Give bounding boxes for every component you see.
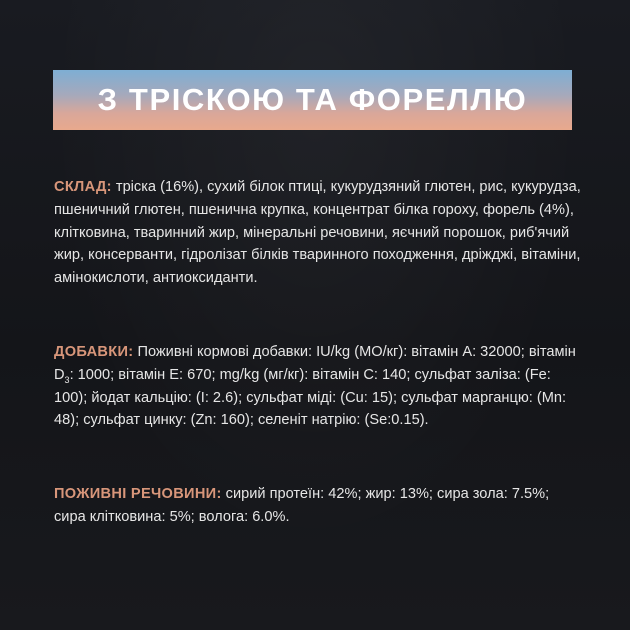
page-title: З ТРІСКОЮ ТА ФОРЕЛЛЮ [97,82,528,117]
composition-label: СКЛАД: [54,179,112,195]
nutrients-text: сирий протеїн: 42%; жир: 13%; сира зола: 7.5%; сира клітковина: 5%; волога: 6.0%. [54,486,550,525]
additives-label: ДОБАВКИ: [54,344,134,360]
vitamin-d-subscript: 3 [64,374,70,385]
title-banner [53,70,572,130]
additives-text-part1: Поживні кормові добавки: IU/kg (МО/кг): вітамін А: 32000; вітамін D [54,344,576,383]
nutrients-section [54,483,584,529]
additives-section [54,341,584,432]
additives-text-part2: : 1000; вітамін Е: 670; mg/kg (мг/кг): вітамін С: 140; сульфат заліза: (Fe: 100); йодат кальцію: (I: 2.6); сульфат міді: (Cu: 15); сульфат марганцю: (Mn: 48); сульфат цинку: (Zn: 160); селеніт натрію: (Se:0.15). [54,366,567,429]
nutrients-label: ПОЖИВНІ РЕЧОВИНИ: [54,486,222,502]
composition-text: тріска (16%), сухий білок птиці, кукурудзяний глютен, рис, кукурудза, пшеничний глютен, пшенична крупка, концентрат білка гороху, форель (4%), клітковина, тваринний жир, мінеральні речовини, яєчний порошок, риб'ячий жир, консерванти, гідролізат білків тваринного походження, дріжджі, вітаміни, амінокислоти, антиоксиданти. [54,179,581,287]
composition-section [54,176,584,290]
